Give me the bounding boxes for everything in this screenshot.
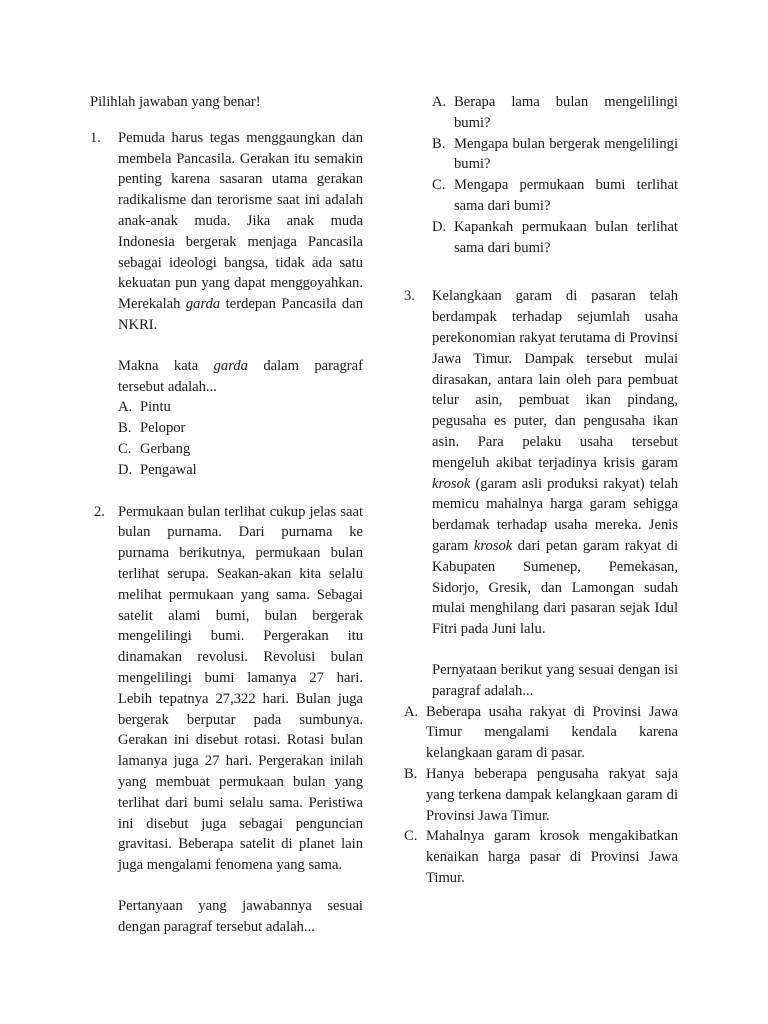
question-passage bbox=[432, 286, 678, 640]
passage-italic: krosok bbox=[473, 537, 513, 554]
answer-option[interactable]: A. Berapa lama bulan mengelilingi bumi? bbox=[432, 94, 678, 131]
question-passage: Permukaan bulan terlihat cukup jelas saat bulan purnama. Dari purnama ke purnama berikutnya, permukaan bulan terlihat serupa. Seakan-akan kita selalu melihat permukaan yang sama. Sebagai satelit alami bumi, bulan bergerak mengelilingi bumi. Pergerakan itu dinamakan revolusi. Revolusi bulan mengelilingi bumi lamanya 27 hari. Lebih tepatnya 27,322 hari. Bulan juga bergerak berputar pada sumbunya. Gerakan ini disebut rotasi. Rotasi bulan lamanya juga 27 hari. Pergerakan inilah yang membuat permukaan bulan yang terlihat dari bumi selalu sama. Peristiwa ini disebut juga sebagai penguncian gravitasi. Beberapa satelit di planet lain juga mengalami fenomena yang sama. bbox=[118, 503, 363, 874]
passage-text: terdepan Pancasila dan NKRI. bbox=[118, 296, 364, 333]
answer-option[interactable]: B. Hanya beberapa pengusaha rakyat saja yang terkena dampak kelangkaan garam di Provinsi Jawa Timur. bbox=[404, 765, 678, 824]
question-prompt: Pertanyaan yang jawabannya sesuai dengan paragraf tersebut adalah... bbox=[118, 897, 363, 935]
question-prompt: Pernyataan berikut yang sesuai dengan isi paragraf adalah... bbox=[432, 661, 678, 699]
prompt-italic: garda bbox=[213, 357, 248, 374]
passage-italic: garda bbox=[185, 296, 221, 313]
passage-text: dari petan garam rakyat di Kabupaten Sumenep, Pemekasan, Sidorjo, Gresik, dan Lamongan sudah mulai menghilang dari pasaran sejak Idul Fitri pada Juni lalu. bbox=[432, 537, 678, 638]
prompt-text: Makna kata bbox=[118, 357, 199, 374]
answer-option[interactable]: D. Kapankah permukaan bulan terlihat sama dari bumi? bbox=[432, 218, 678, 256]
question-body bbox=[118, 502, 363, 938]
answer-option[interactable]: C. Gerbang bbox=[118, 440, 191, 457]
answer-option[interactable]: A. Pintu bbox=[118, 399, 171, 416]
question-number: 2. bbox=[94, 503, 105, 520]
instruction-text: Pilihlah jawaban yang benar! bbox=[90, 94, 261, 110]
answer-option[interactable]: B. Pelopor bbox=[118, 420, 186, 437]
passage-text: Pemuda harus tegas menggaungkan dan membela Pancasila. Gerakan itu semakin penting karena sasaran utama gerakan radikalisme dan terorisme saat ini adalah anak-anak muda. Jika anak muda Indonesia bergerak menjaga Pancasila sebagai ideologi bangsa, tidak ada satu kekuatan pun yang dapat menggoyahkan. Merekalah bbox=[118, 129, 363, 313]
question-passage bbox=[118, 128, 363, 336]
question-2-options bbox=[404, 92, 678, 258]
right-column bbox=[404, 92, 678, 889]
passage-text: (garam asli produksi rakyat) telah memicu mahalnya harga garam sehigga berdamak terhadap usaha mereka. Jenis garam bbox=[432, 475, 678, 554]
question-number: 1. bbox=[90, 129, 101, 146]
question-1 bbox=[90, 128, 363, 481]
answer-option[interactable]: C. Mahalnya garam krosok mengakibatkan kenaikan harga pasar di Provinsi Jawa Timur. bbox=[404, 828, 678, 886]
passage-italic: krosok bbox=[432, 475, 471, 492]
question-2 bbox=[90, 502, 363, 938]
question-body bbox=[432, 286, 678, 701]
question-prompt bbox=[118, 356, 363, 398]
answer-option[interactable]: A. Beberapa usaha rakyat di Provinsi Jawa Timur mengalami kendala karena kelangkaan garam di pasar. bbox=[404, 703, 678, 762]
answer-option[interactable]: C. Mengapa permukaan bumi terlihat sama dari bumi? bbox=[432, 177, 678, 214]
question-3-options bbox=[404, 702, 678, 889]
passage-text: Kelangkaan garam di pasaran telah berdampak terhadap sejumlah usaha perekonomian rakyat terutama di Provinsi Jawa Timur. Dampak tersebut mulai dirasakan, antara lain oleh para pembuat telur asin, pembuat ikan pindang, pegusaha es puter, dan pengusaha ikan asin. Para pelaku usaha tersebut mengeluh akibat terjadinya krisis garam bbox=[432, 288, 678, 471]
answer-option[interactable]: B. Mengapa bulan bergerak mengelilingi bumi? bbox=[432, 135, 678, 173]
left-column bbox=[90, 92, 363, 937]
question-body bbox=[118, 128, 363, 481]
prompt-text: dalam paragraf tersebut adalah... bbox=[118, 357, 363, 395]
question-3 bbox=[404, 286, 678, 701]
answer-option[interactable]: D. Pengawal bbox=[118, 461, 197, 478]
question-number: 3. bbox=[404, 288, 415, 305]
